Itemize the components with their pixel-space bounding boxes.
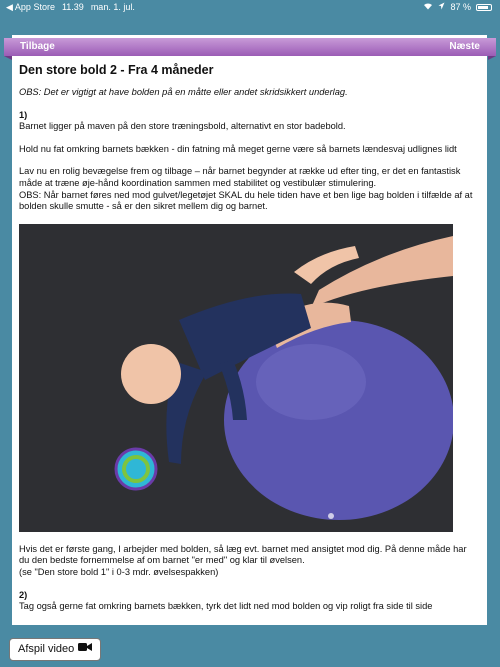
back-button[interactable]: Tilbage — [20, 41, 55, 52]
step-1-warning: OBS: Når barnet føres ned mod gulvet/legetøjet SKAL du hele tiden have et ben lige bag bolden i tilfælde af at bolden skulle smutte - så er den sikret mellem dig og barnet. — [19, 189, 473, 212]
battery-icon — [476, 4, 492, 11]
wifi-icon — [423, 0, 433, 14]
status-time: 11.39 — [61, 2, 84, 12]
step-1-movement — [19, 166, 479, 212]
location-icon — [438, 0, 445, 14]
article — [19, 63, 479, 624]
first-time-tip — [19, 544, 479, 579]
play-video-label: Afspil video — [18, 643, 75, 655]
step-2-label: 2) — [19, 589, 28, 600]
reference-note: (se "Den store bold 1" i 0-3 mdr. øvelsespakken) — [19, 566, 219, 577]
page-title: Den store bold 2 - Fra 4 måneder — [19, 63, 214, 77]
navigation-ribbon — [4, 38, 496, 56]
step-1-grip: Hold nu fat omkring barnets bækken - din fatning må meget gerne være så barnets lændesvaj udlignes lidt — [19, 143, 457, 154]
status-bar — [0, 0, 500, 14]
next-button[interactable]: Næste — [449, 41, 480, 52]
step-1-intro — [19, 110, 479, 133]
safety-note: OBS: Det er vigtigt at have bolden på en måtte eller andet skridsikkert underlag. — [19, 87, 348, 97]
step-2-text: Tag også gerne fat omkring barnets bækken, tyrk det lidt ned mod bolden og vip roligt fra side til side — [19, 601, 433, 612]
exercise-photo — [19, 224, 453, 532]
step-1-label: 1) — [19, 109, 28, 120]
step-1-movement-text: Lav nu en rolig bevægelse frem og tilbage – når barnet begynder at række ud efter ting, er det en fantastisk måde at træne øje-hånd koordination sammen med stabilitet og vestibulær stimulering. — [19, 166, 461, 188]
step-2 — [19, 590, 479, 613]
video-camera-icon — [78, 639, 92, 660]
first-time-text: Hvis det er første gang, I arbejder med bolden, så læg evt. barnet med ansigtet mod dig. På denne måde har du den bedste fornemmelse af om barnet "er med" og klar til øvelsen. — [19, 543, 467, 566]
baby-head — [121, 344, 181, 404]
status-date: man. 1. jul. — [90, 2, 135, 12]
play-video-button[interactable] — [9, 638, 101, 661]
step-1-text: Barnet ligger på maven på den store træningsbold, alternativt en stor badebold. — [19, 121, 346, 132]
back-to-app-store[interactable]: ◀ App Store — [6, 2, 55, 12]
battery-percent: 87 % — [450, 2, 471, 12]
content-card — [12, 35, 487, 625]
